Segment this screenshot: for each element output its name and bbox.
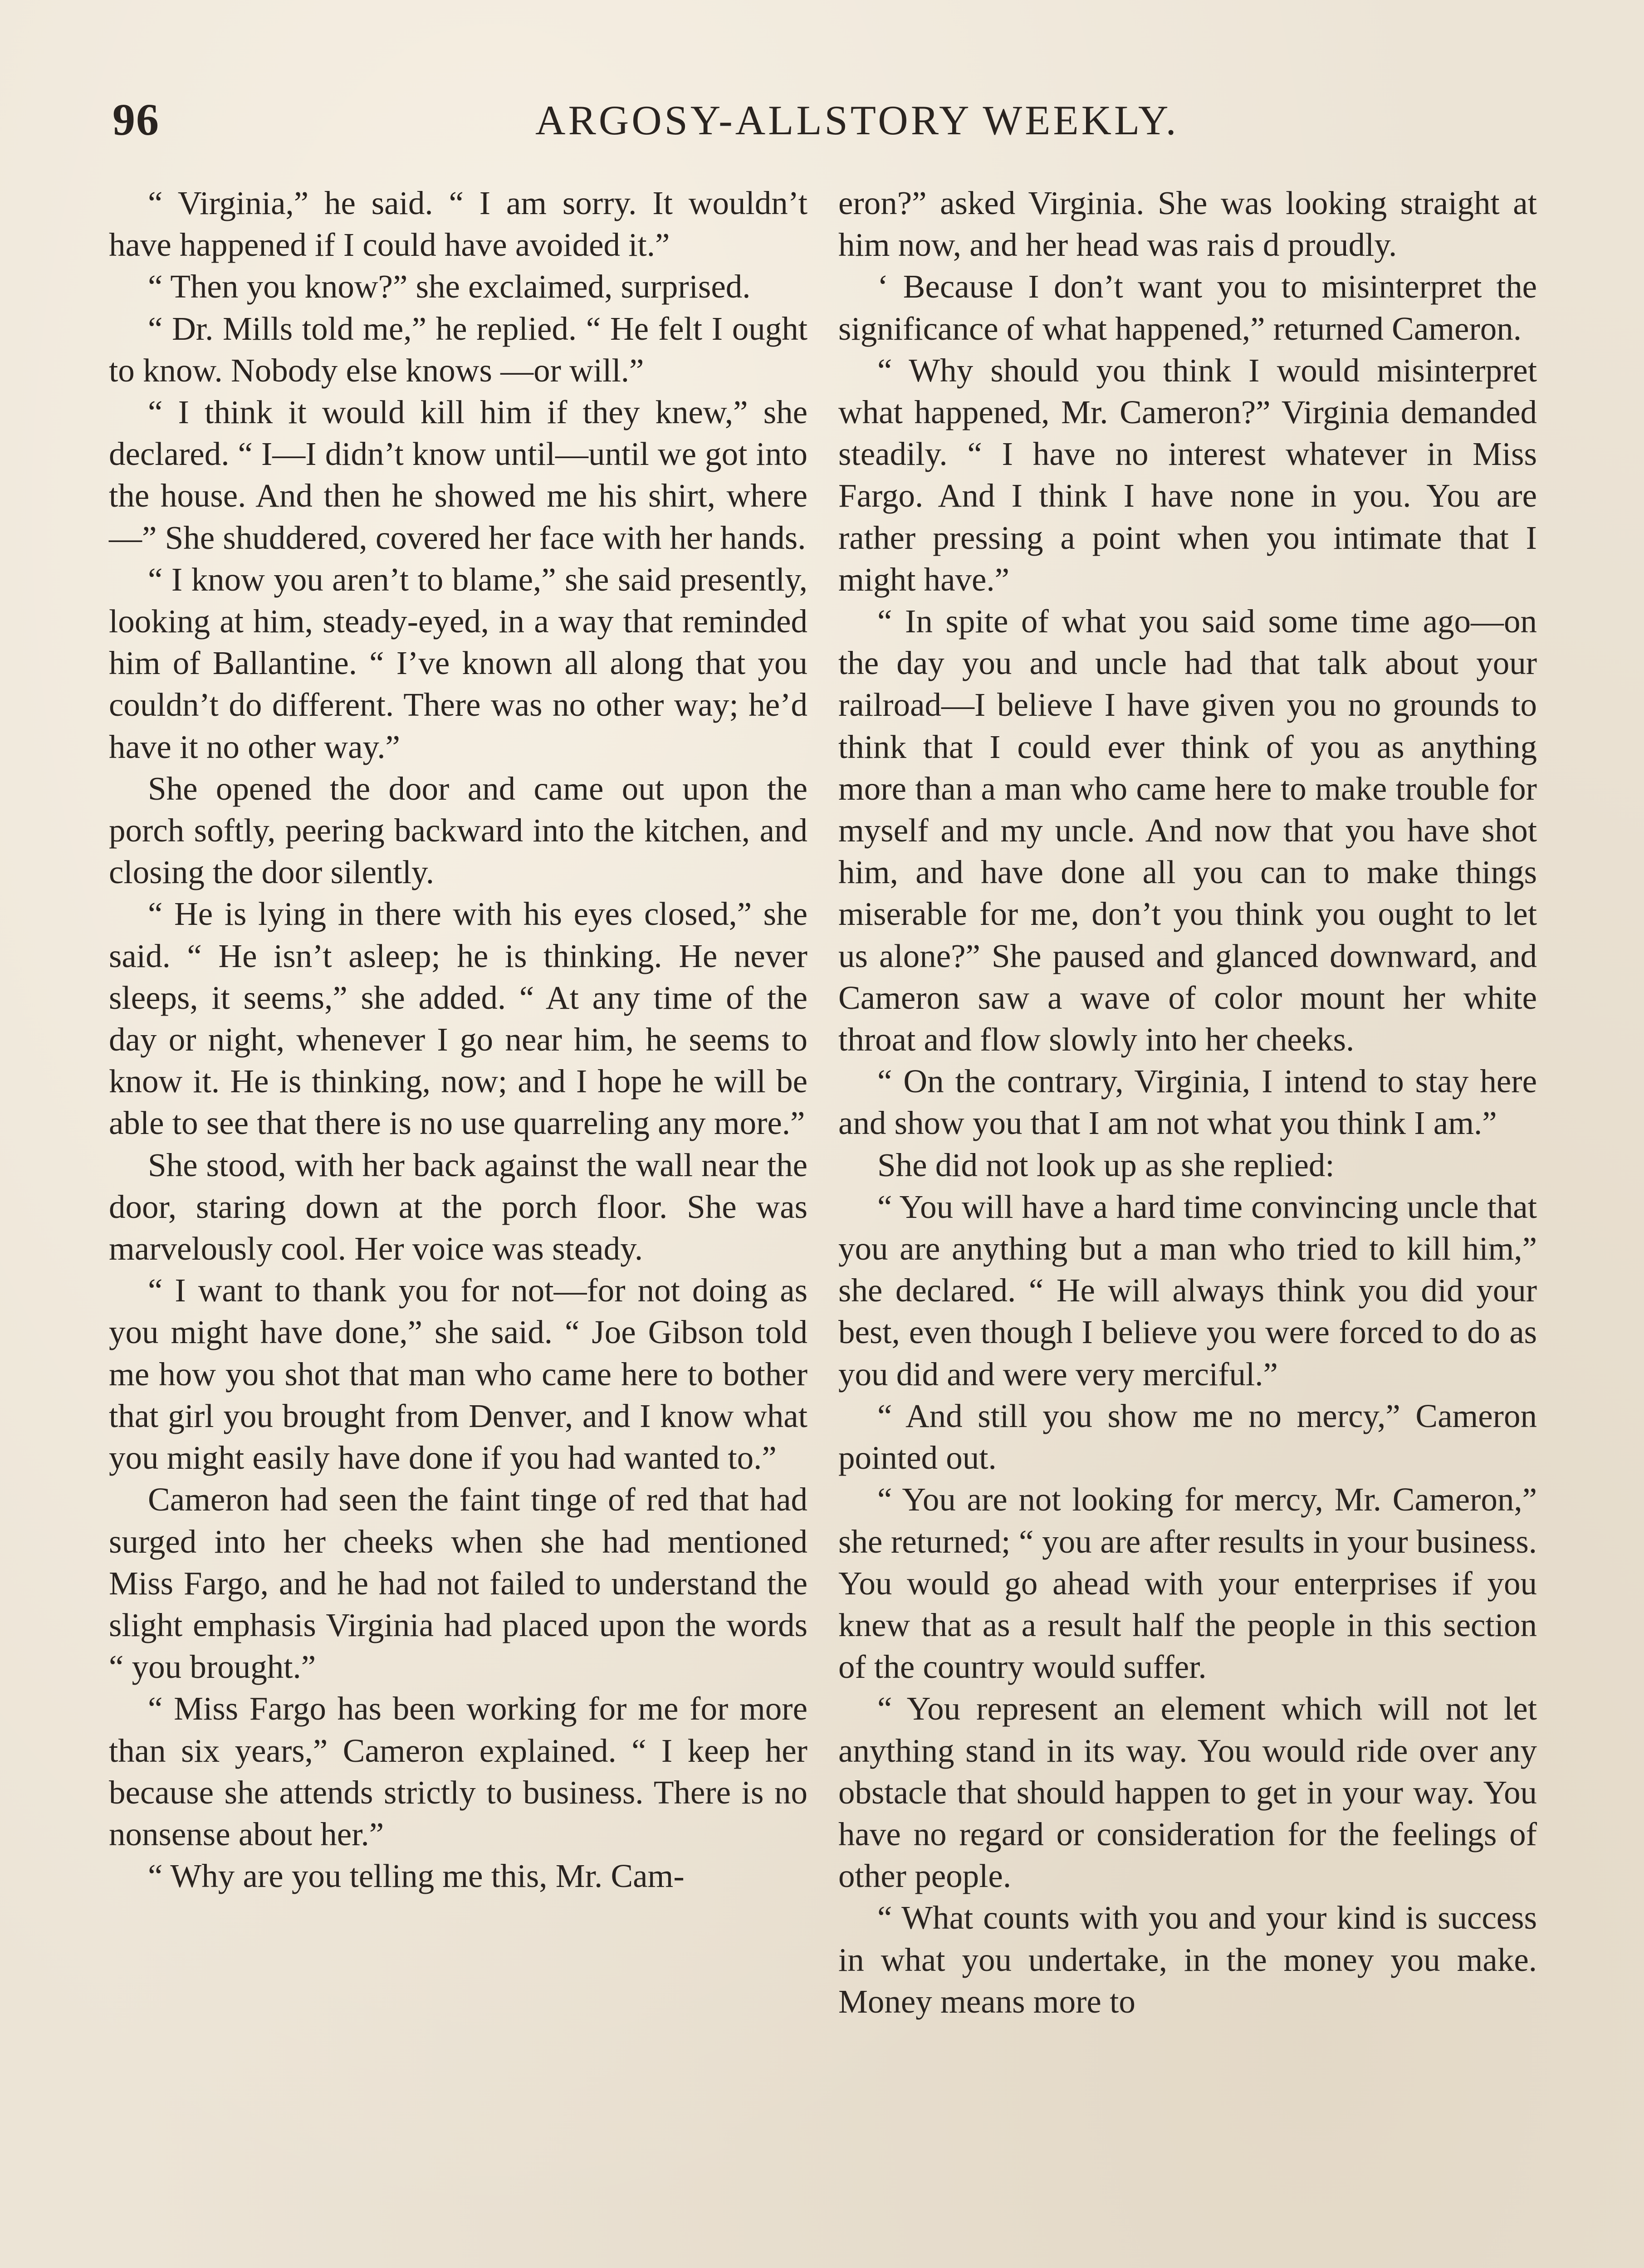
running-head: ARGOSY-ALLSTORY WEEKLY.: [535, 97, 1179, 143]
paragraph: “ I know you aren’t to blame,” she said presently, looking at him, steady-eyed, in a way that reminded him of Ballantine. “ I’ve known all along that you couldn’t do different. There was no other way; he’d have it no other way.”: [109, 561, 807, 765]
paragraph: “ Miss Fargo has been working for me for more than six years,” Cameron explained. “ I keep her because she attends strictly to business. There is no nonsense about her.”: [109, 1690, 807, 1853]
left-column: [109, 182, 807, 1897]
paragraph: “ And still you show me no mercy,” Cameron pointed out.: [838, 1397, 1537, 1476]
paragraph: Cameron had seen the faint tinge of red that had surged into her cheeks when she had mentioned Miss Fargo, and he had not failed to understand the slight emphasis Virginia had placed upon the words “ you brought.”: [109, 1481, 807, 1686]
paragraph: “ I think it would kill him if they knew,” she declared. “ I—I didn’t know until—until we got into the house. And then he showed me his shirt, where—” She shuddered, covered her face with her hands.: [109, 394, 807, 556]
paragraph: eron?” asked Virginia. She was looking straight at him now, and her head was rais d proudly.: [838, 185, 1537, 264]
paragraph: “ You will have a hard time convincing uncle that you are anything but a man who tried to kill him,” she declared. “ He will always think you did your best, even though I believe you were forced to do as you did and were very merciful.”: [838, 1188, 1537, 1393]
paragraph: “ He is lying in there with his eyes closed,” she said. “ He isn’t asleep; he is thinking. He never sleeps, it seems,” she added. “ At any time of the day or night, whenever I go near him, he seems to know it. He is thinking, now; and I hope he will be able to see that there is no use quarreling any more.”: [109, 895, 807, 1142]
paragraph: “ I want to thank you for not—for not doing as you might have done,” she said. “ Joe Gibson told me how you shot that man who came here to bother that girl you brought from Denver, and I know what you might easily have done if you had wanted to.”: [109, 1272, 807, 1476]
paragraph: She stood, with her back against the wall near the door, staring down at the porch floor. She was marvelously cool. Her voice was steady.: [109, 1146, 807, 1267]
paragraph: “ Why are you telling me this, Mr. Cam-: [148, 1857, 685, 1895]
paragraph: “ In spite of what you said some time ago—on the day you and uncle had that talk about your railroad—I believe I have given you no grounds to think that I could ever think of you as anything more than a man who came here to make trouble for myself and my uncle. And now that you have shot him, and have done all you can to make things miserable for me, don’t you think you ought to let us alone?” She paused and glanced downward, and Cameron saw a wave of color mount her white throat and flow slowly into her cheeks.: [838, 603, 1537, 1058]
paragraph: “ On the contrary, Virginia, I intend to stay here and show you that I am not what you think I am.”: [838, 1063, 1537, 1142]
paragraph: She did not look up as she replied:: [877, 1146, 1335, 1183]
paragraph: ‘ Because I don’t want you to misinterpret the significance of what happened,” returned Cameron.: [838, 268, 1537, 347]
paragraph: “ What counts with you and your kind is success in what you undertake, in the money you make. Money means more to: [838, 1899, 1537, 2020]
paragraph: “ Then you know?” she exclaimed, surprised.: [148, 268, 751, 305]
right-column: [838, 182, 1537, 2023]
paragraph: “ Virginia,” he said. “ I am sorry. It wouldn’t have happened if I could have avoided it.”: [109, 185, 807, 264]
page-number: 96: [113, 94, 160, 145]
paragraph: “ Dr. Mills told me,” he replied. “ He felt I ought to know. Nobody else knows —or will.”: [109, 310, 807, 389]
paragraph: “ You represent an element which will not let anything stand in its way. You would ride over any obstacle that should happen to get in your way. You have no regard or consideration for the feelings of other people.: [838, 1690, 1537, 1895]
paragraph: “ You are not looking for mercy, Mr. Cameron,” she returned; “ you are after results in your business. You would go ahead with your enterprises if you knew that as a result half the people in this section of the country would suffer.: [838, 1481, 1537, 1686]
paragraph: She opened the door and came out upon the porch softly, peering backward into the kitchen, and closing the door silently.: [109, 770, 807, 891]
paragraph: “ Why should you think I would misinterpret what happened, Mr. Cameron?” Virginia demanded steadily. “ I have no interest whatever in Miss Fargo. And I think I have none in you. You are rather pressing a point when you intimate that I might have.”: [838, 352, 1537, 598]
